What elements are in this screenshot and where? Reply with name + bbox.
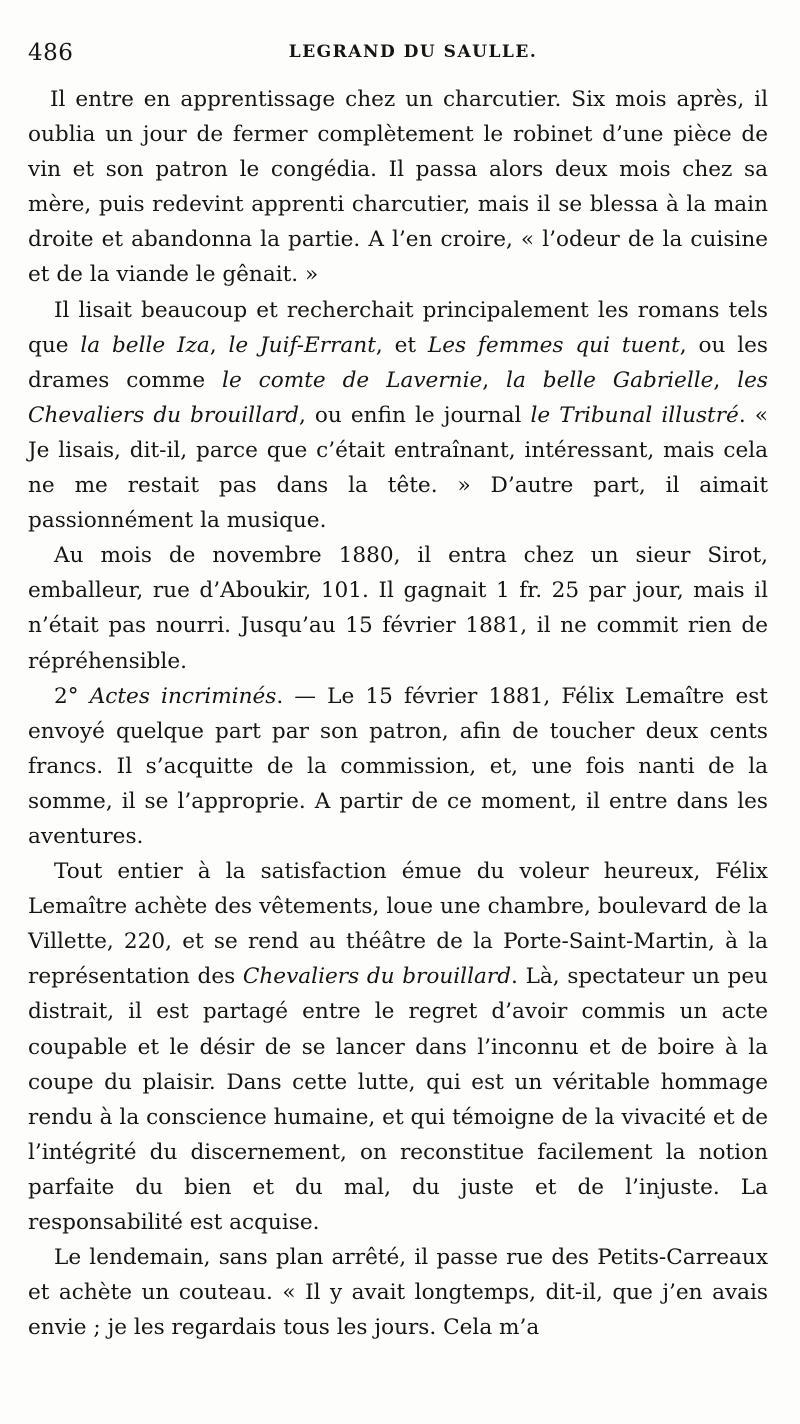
- paragraph-1: Il entre en apprentissage chez un charcutier. Six mois après, il oublia un jour de fermer complètement le robinet d’une pièce de vin et son patron le congédia. Il passa alors deux mois chez sa mère, puis redevint apprenti charcutier, mais il se blessa à la main droite et abandonna la partie. A l’en croire, « l’odeur de la cuisine et de la viande le gênait. »: [28, 87, 768, 288]
- body-text: [28, 82, 768, 1345]
- paragraph-4: [28, 679, 768, 854]
- page-number: 486: [28, 40, 74, 66]
- section-number: 2°: [54, 683, 90, 709]
- paragraph-2-text: , et: [375, 332, 428, 358]
- paragraph-2-text: . « Je lisais, dit-il, parce que c’était entraînant, intéressant, mais cela ne me restait pas dans la tête. » D’autre part, il aimait passionnément la musique.: [28, 402, 769, 534]
- paragraph-4-text: . — Le 15 février 1881, Félix Lemaître est envoyé quelque part par son patron, afin de toucher deux cents francs. Il s’acquitte de la commission, et, une fois nanti de la somme, il se l’approprie. A partir de ce moment, il entre dans les aventures.: [28, 683, 768, 849]
- title-la-belle-iza: la belle Iza: [80, 332, 210, 358]
- title-la-belle-gabrielle: la belle Gabrielle: [506, 367, 714, 393]
- paragraph-2-text: Il lisait beaucoup et recherchait principalement les romans tels que: [28, 297, 768, 358]
- paragraph-5-text: . Là, spectateur un peu distrait, il est partagé entre le regret d’avoir commis un acte coupable et le désir de se lancer dans l’inconnu et de boire à la coupe du plaisir. Dans cette lutte, qui est un véritable hommage rendu à la conscience humaine, et qui témoigne de la vivacité et de l’intégrité du discernement, on reconstitue facilement la notion parfaite du bien et du mal, du juste et de l’injuste. La responsabilité est acquise.: [28, 964, 769, 1235]
- title-chevaliers-du-brouillard: Chevaliers du brouillard: [242, 964, 512, 990]
- paragraph-2-text: , ou enfin le journal: [298, 402, 531, 428]
- section-heading: Actes incriminés: [89, 683, 277, 709]
- title-les-femmes-qui-tuent: Les femmes qui tuent: [427, 332, 680, 358]
- paragraph-2-text: ,: [713, 367, 738, 393]
- running-head: [28, 0, 768, 66]
- title-le-comte-de-lavernie: le comte de Lavernie: [222, 367, 483, 393]
- title-le-tribunal-illustre: le Tribunal illustré: [530, 402, 739, 428]
- running-title: LEGRAND DU SAULLE.: [288, 42, 538, 62]
- paragraph-2-text: ,: [209, 332, 229, 358]
- paragraph-5-text: Tout entier à la satisfaction émue du voleur heureux, Félix Lemaître achète des vêtements, loue une chambre, boulevard de la Villette, 220, et se rend au théâtre de la Porte-Saint-Martin, à la représentation des: [28, 859, 768, 990]
- title-le-juif-errant: le Juif-Errant: [228, 332, 376, 358]
- title-les-chevaliers-du-brouillard: les Chevaliers du brouillard: [28, 367, 768, 428]
- paragraph-3: Au mois de novembre 1880, il entra chez un sieur Sirot, emballeur, rue d’Aboukir, 101. Il gagnait 1 fr. 25 par jour, mais il n’était pas nourri. Jusqu’au 15 février 1881, il ne commit rien de répréhensible.: [28, 543, 768, 674]
- paragraph-2: [28, 293, 768, 539]
- paragraph-6: Le lendemain, sans plan arrêté, il passe rue des Petits-Carreaux et achète un couteau. « Il y avait longtemps, dit-il, que j’en avais envie ; je les regardais tous les jours. Cela m’a: [28, 1245, 768, 1341]
- paragraph-2-text: ,: [482, 367, 507, 393]
- paragraph-2-text: , ou les drames comme: [28, 332, 768, 393]
- paragraph-5: [28, 854, 768, 1240]
